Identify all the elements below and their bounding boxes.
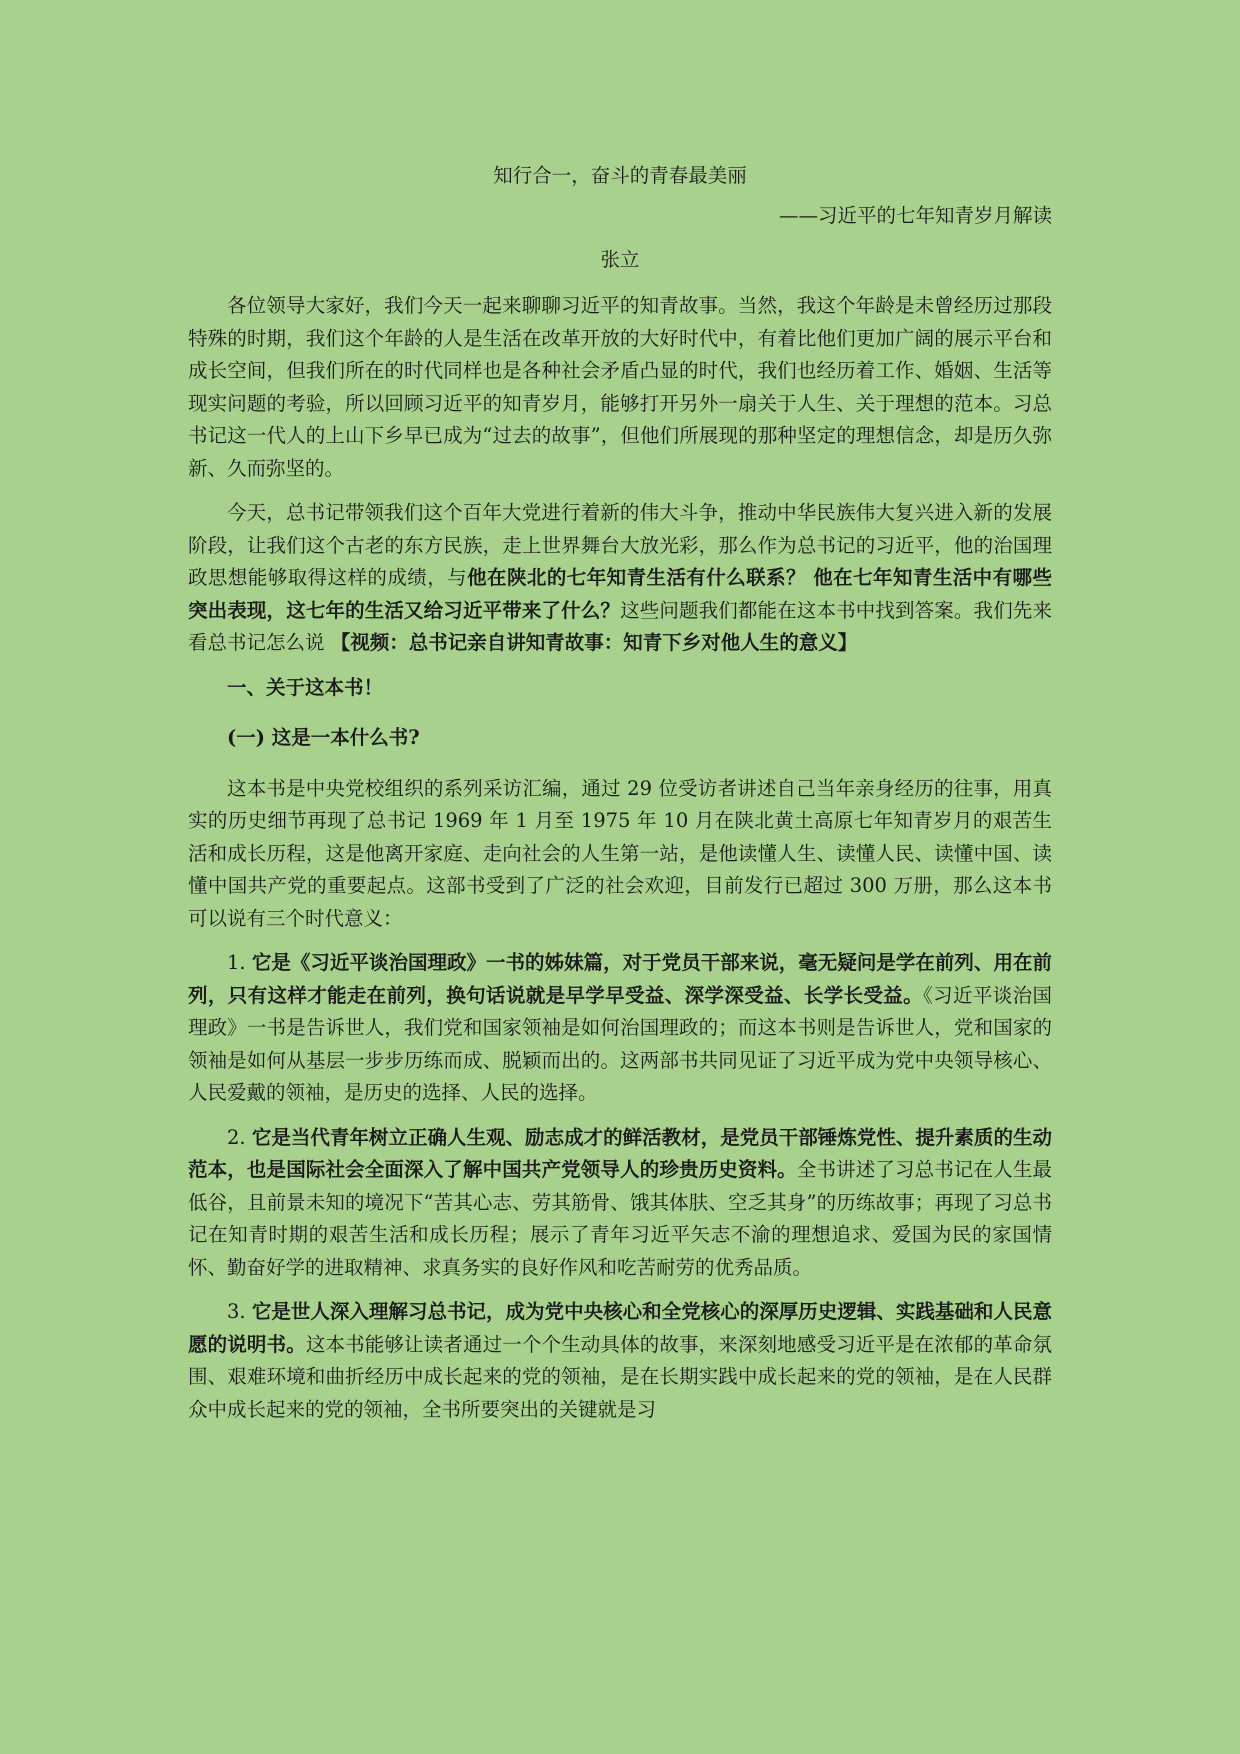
point-number: 3.: [227, 1300, 252, 1323]
document-page: [188, 150, 1052, 1438]
context-paragraph: [188, 497, 1052, 660]
point-bold-lead: 它是当代青年树立正确人生观、励志成才的鲜活教材，是党员干部锤炼党性、提升素质的生动范本，也是国际社会全面深入了解中国共产党领导人的珍贵历史资料。: [188, 1125, 1052, 1181]
point-paragraph-3: [188, 1296, 1052, 1426]
video-note: 【视频：总书记亲自讲知青故事：知青下乡对他人生的意义】: [330, 631, 858, 654]
point-bold-lead: 它是世人深入理解习总书记，成为党中央核心和全党核心的深厚历史逻辑、实践基础和人民意愿的说明书。: [188, 1300, 1052, 1356]
point-paragraph-1: [188, 947, 1052, 1110]
document-title: 知行合一，奋斗的青春最美丽: [493, 164, 747, 187]
context-bold-question: 他在陕北的七年知青生活有什么联系？ 他在七年知青生活中有哪些突出表现，这七年的生活又给习近平带来了什么？: [188, 566, 1052, 622]
document-subtitle: ——习近平的七年知青岁月解读: [778, 204, 1052, 227]
point-text: 全书讲述了习总书记在人生最低谷，且前景未知的境况下“苦其心志、劳其筋骨、饿其体肤、空乏其身”的历练故事；再现了习总书记在知青时期的艰苦生活和成长历程；展示了青年习近平矢志不渝的理想追求、爱国为民的家国情怀、勤奋好学的进取精神、求真务实的良好作风和吃苦耐劳的优秀品质。: [188, 1158, 1052, 1279]
point-bold-lead: 它是《习近平谈治国理政》一书的姊妹篇，对于党员干部来说，毫无疑问是学在前列、用在前列，只有这样才能走在前列，换句话说就是早学早受益、深学深受益、长学长受益。: [188, 951, 1052, 1007]
book-intro-text: 这本书是中央党校组织的系列采访汇编，通过 29 位受访者讲述自己当年亲身经历的往事，用真实的历史细节再现了总书记 1969 年 1 月至 1975 年 10 月在陕北黄土高原七年知青岁月的艰苦生活和成长历程，这是他离开家庭、走向社会的人生第一站，是他读懂人生、读懂人民、读懂中国、读懂中国共产党的重要起点。这部书受到了广泛的社会欢迎，目前发行已超过 300 万册，那么这本书可以说有三个时代意义：: [188, 776, 1052, 930]
point-number: 1.: [227, 951, 252, 974]
section-heading-1: 一、关于这本书！: [227, 675, 384, 699]
intro-paragraph: [188, 290, 1052, 485]
document-author: 张立: [600, 248, 640, 271]
point-paragraph-2: [188, 1122, 1052, 1285]
intro-text: 各位领导大家好，我们今天一起来聊聊习近平的知青故事。当然，我这个年龄是未曾经历过那段特殊的时期，我们这个年龄的人是生活在改革开放的大好时代中，有着比他们更加广阔的展示平台和成长空间，但我们所在的时代同样也是各种社会矛盾凸显的时代，我们也经历着工作、婚姻、生活等现实问题的考验，所以回顾习近平的知青岁月，能够打开另外一扇关于人生、关于理想的范本。习总书记这一代人的上山下乡早已成为“过去的故事”，但他们所展现的那种坚定的理想信念，却是历久弥新、久而弥坚的。: [188, 294, 1052, 480]
point-number: 2.: [227, 1125, 252, 1149]
context-text-1: 今天，总书记带领我们这个百年大党进行着新的伟大斗争，推动中华民族伟大复兴进入新的发展阶段，让我们这个古老的东方民族，走上世界舞台大放光彩，那么作为总书记的习近平，他的治国理政思想能够取得这样的成绩，与: [188, 501, 1052, 589]
context-text-2: 这些问题我们都能在这本书中找到答案。我们先来看总书记怎么说: [188, 598, 1052, 654]
section-heading-2: (一) 这是一本什么书?: [227, 726, 420, 749]
point-text: 《习近平谈治国理政》一书是告诉世人，我们党和国家领袖是如何治国理政的；而这本书则是告诉世人，党和国家的领袖是如何从基层一步步历练而成、脱颖而出的。这两部书共同见证了习近平成为党中央领导核心、人民爱戴的领袖，是历史的选择、人民的选择。: [188, 983, 1052, 1104]
point-text: 这本书能够让读者通过一个个生动具体的故事，来深刻地感受习近平是在浓郁的革命氛围、艰难环境和曲折经历中成长起来的党的领袖，是在长期实践中成长起来的党的领袖，是在人民群众中成长起来的党的领袖，全书所要突出的关键就是习: [188, 1332, 1052, 1421]
book-intro-paragraph: [188, 773, 1052, 936]
